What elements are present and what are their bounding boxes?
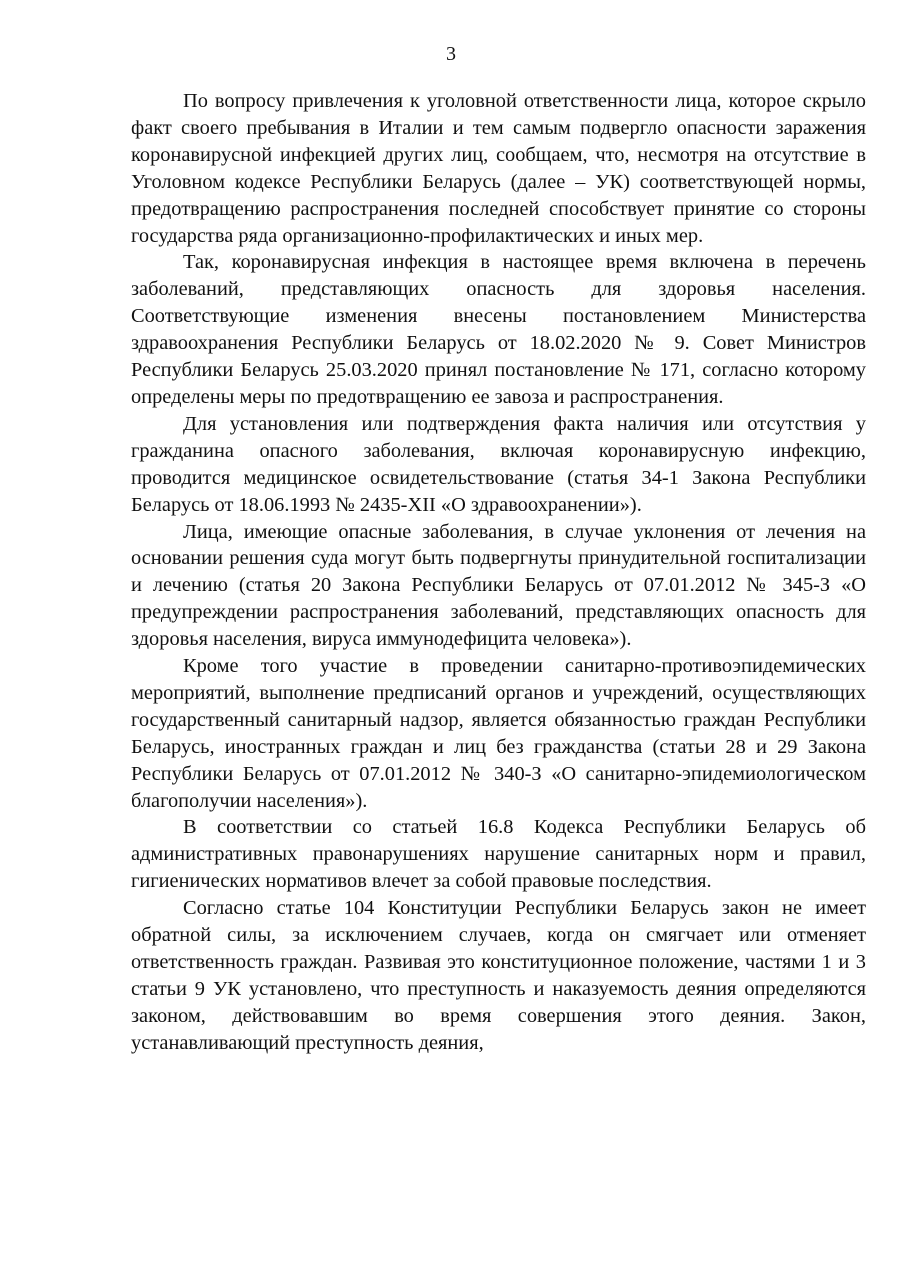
- paragraph-coronavirus-list: Так, коронавирусная инфекция в настоящее время включена в перечень заболеваний, представляющих опасность для здоровья населения. Соответствующие изменения внесены постановлением Министерства здравоохранения Республики Беларусь от 18.02.2020 № 9. Совет Министров Республики Беларусь 25.03.2020 принял постановление № 171, согласно которому определены меры по предотвращению ее завоза и распространения.: [131, 251, 866, 408]
- paragraph-compulsory-hospitalization: Лица, имеющие опасные заболевания, в случае уклонения от лечения на основании решения суда могут быть подвергнуты принудительной госпитализации и лечению (статья 20 Закона Республики Беларусь от 07.01.2012 № 345-З «О предупреждении распространения заболеваний, представляющих опасность для здоровья населения, вируса иммунодефицита человека»).: [131, 520, 866, 651]
- document-body: [131, 88, 866, 1057]
- paragraph-administrative-code: В соответствии со статьей 16.8 Кодекса Республики Беларусь об административных правонарушениях нарушение санитарных норм и правил, гигиенических нормативов влечет за собой правовые последствия.: [131, 816, 866, 893]
- paragraph-sanitary-measures: Кроме того участие в проведении санитарно-противоэпидемических мероприятий, выполнение предписаний органов и учреждений, осуществляющих государственный санитарный надзор, является обязанностью граждан Республики Беларусь, иностранных граждан и лиц без гражданства (статьи 28 и 29 Закона Республики Беларусь от 07.01.2012 № 340-З «О санитарно-эпидемиологическом благополучии населения»).: [131, 655, 866, 812]
- paragraph-medical-examination: Для установления или подтверждения факта наличия или отсутствия у гражданина опасного заболевания, включая коронавирусную инфекцию, проводится медицинское освидетельствование (статья 34-1 Закона Республики Беларусь от 18.06.1993 № 2435-XII «О здравоохранении»).: [131, 412, 866, 516]
- paragraph-criminal-liability: По вопросу привлечения к уголовной ответственности лица, которое скрыло факт своего пребывания в Италии и тем самым подвергло опасности заражения коронавирусной инфекцией других лиц, сообщаем, что, несмотря на отсутствие в Уголовном кодексе Республики Беларусь (далее – УК) соответствующей нормы, предотвращению распространения последней способствует принятие со стороны государства ряда организационно-профилактических и иных мер.: [131, 90, 866, 247]
- page-number: 3: [446, 43, 456, 65]
- paragraph-constitution: Согласно статье 104 Конституции Республики Беларусь закон не имеет обратной силы, за исключением случаев, когда он смягчает или отменяет ответственность граждан. Развивая это конституционное положение, частями 1 и 3 статьи 9 УК установлено, что преступность и наказуемость деяния определяются законом, действовавшим во время совершения этого деяния. Закон, устанавливающий преступность деяния,: [131, 897, 866, 1054]
